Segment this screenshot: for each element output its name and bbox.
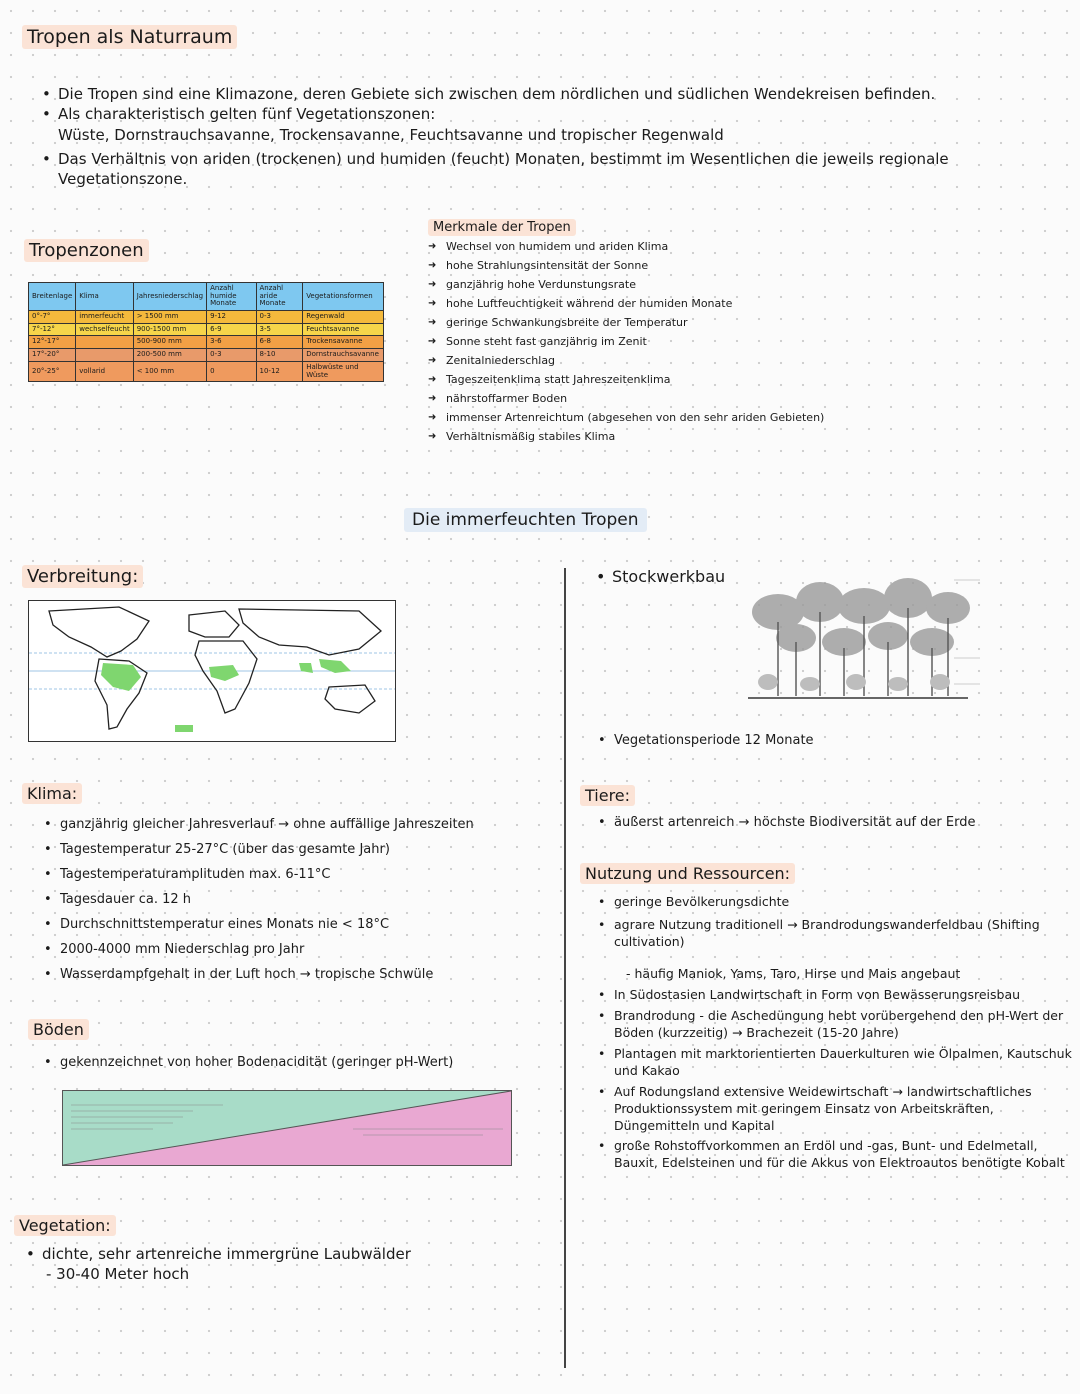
table-cell: Trockensavanne bbox=[303, 336, 384, 349]
vegetation-list bbox=[26, 1244, 526, 1285]
intro-section bbox=[42, 84, 1052, 189]
world-map-svg bbox=[29, 601, 395, 741]
table-header: Jahresniederschlag bbox=[133, 283, 206, 311]
table-cell: Dornstrauchsavanne bbox=[303, 349, 384, 362]
merkmal-item: ➜ hohe Luftfeuchtigkeit während der humiden Monate bbox=[428, 294, 948, 313]
merkmale-section bbox=[428, 220, 948, 446]
merkmal-item: ➜ immenser Artenreichtum (abgesehen von den sehr ariden Gebieten) bbox=[428, 408, 948, 427]
klima-item: • Wasserdampfgehalt in der Luft hoch → tropische Schwüle bbox=[44, 962, 544, 987]
vegetationsperiode: • Vegetationsperiode 12 Monate bbox=[598, 732, 814, 750]
table-cell: > 1500 mm bbox=[133, 311, 206, 324]
rainforest-congo bbox=[209, 665, 239, 681]
forest-svg bbox=[748, 572, 1044, 704]
table-cell: 900-1500 mm bbox=[133, 323, 206, 336]
intro-item: • Als charakteristisch gelten fünf Vegetationszonen: bbox=[42, 104, 1052, 124]
nutzung-list bbox=[598, 894, 1072, 1172]
table-cell: Regenwald bbox=[303, 311, 384, 324]
column-divider bbox=[564, 568, 566, 1368]
merkmale-heading: Merkmale der Tropen bbox=[428, 220, 948, 235]
table-cell: 0°-7° bbox=[29, 311, 76, 324]
vegetation-heading: Vegetation: bbox=[14, 1216, 116, 1235]
vegetation-item: • dichte, sehr artenreiche immergrüne Laubwälder bbox=[26, 1244, 526, 1264]
nutzung-item: • Auf Rodungsland extensive Weidewirtschaft → landwirtschaftliches Produktionssystem mit geringem Einsatz von Arbeitskräften, Düngemitteln und Kapital bbox=[598, 1084, 1072, 1135]
section-title: Die immerfeuchten Tropen bbox=[404, 510, 647, 530]
merkmal-item: ➜ hohe Strahlungsintensität der Sonne bbox=[428, 256, 948, 275]
merkmal-item: ➜ ganzjährig hohe Verdunstungsrate bbox=[428, 275, 948, 294]
klima-heading: Klima: bbox=[22, 784, 82, 803]
table-cell: 10-12 bbox=[256, 361, 303, 381]
table-cell: Feuchtsavanne bbox=[303, 323, 384, 336]
table-row bbox=[29, 311, 384, 324]
forest-layers-illustration bbox=[748, 572, 1044, 704]
table-cell: 6-8 bbox=[256, 336, 303, 349]
klima-item: • 2000-4000 mm Niederschlag pro Jahr bbox=[44, 937, 544, 962]
table-row bbox=[29, 336, 384, 349]
table-cell: 3-6 bbox=[207, 336, 256, 349]
merkmal-item: ➜ Zenitalniederschlag bbox=[428, 351, 948, 370]
rainforest-amazon bbox=[101, 663, 141, 691]
tiere-list bbox=[598, 814, 1068, 832]
table-cell: 20°-25° bbox=[29, 361, 76, 381]
table-header: Breitenlage bbox=[29, 283, 76, 311]
world-map bbox=[28, 600, 396, 742]
intro-item: • Das Verhältnis von ariden (trockenen) und humiden (feucht) Monaten, bestimmt im Wesentlichen die jeweils regionale Vegetationszone. bbox=[42, 149, 1052, 190]
klima-list bbox=[44, 812, 544, 987]
continent-north-america bbox=[49, 607, 149, 657]
table-cell: vollarid bbox=[76, 361, 133, 381]
table-header: Anzahl humide Monate bbox=[207, 283, 256, 311]
klima-item: • Tagestemperaturamplituden max. 6-11°C bbox=[44, 862, 544, 887]
nutzung-item: • geringe Bevölkerungsdichte bbox=[598, 894, 1072, 911]
boeden-list bbox=[44, 1054, 544, 1072]
klima-item: • ganzjährig gleicher Jahresverlauf → ohne auffällige Jahreszeiten bbox=[44, 812, 544, 837]
boeden-item: • gekennzeichnet von hoher Bodenacidität (geringer pH-Wert) bbox=[44, 1054, 544, 1072]
merkmal-item: ➜ Sonne steht fast ganzjährig im Zenit bbox=[428, 332, 948, 351]
nutzung-item: • Brandrodung - die Aschedüngung hebt vorübergehend den pH-Wert der Böden (kurzzeitig) → Brachezeit (15-20 Jahre) bbox=[598, 1008, 1072, 1042]
page-title: Tropen als Naturraum bbox=[22, 26, 237, 48]
merkmal-item: ➜ Verhältnismäßig stabiles Klima bbox=[428, 427, 948, 446]
continent-europe bbox=[189, 611, 239, 637]
table-header: Klima bbox=[76, 283, 133, 311]
nutzung-heading: Nutzung und Ressourcen: bbox=[580, 864, 795, 883]
soil-svg bbox=[63, 1091, 511, 1165]
merkmal-item: ➜ Tageszeitenklima statt Jahreszeitenklima bbox=[428, 370, 948, 389]
nutzung-item: • agrare Nutzung traditionell → Brandrodungswanderfeldbau (Shifting cultivation) bbox=[598, 917, 1072, 951]
table-cell: 0-3 bbox=[256, 311, 303, 324]
table-cell: 12°-17° bbox=[29, 336, 76, 349]
table-row bbox=[29, 361, 384, 381]
continent-asia bbox=[239, 609, 381, 655]
klima-item: • Tagesdauer ca. 12 h bbox=[44, 887, 544, 912]
table-cell: 9-12 bbox=[207, 311, 256, 324]
klima-item: • Durchschnittstemperatur eines Monats nie < 18°C bbox=[44, 912, 544, 937]
merkmal-item: ➜ geringe Schwankungsbreite der Temperatur bbox=[428, 313, 948, 332]
table-cell: 500-900 mm bbox=[133, 336, 206, 349]
klima-item: • Tagestemperatur 25-27°C (über das gesamte Jahr) bbox=[44, 837, 544, 862]
table-cell: Halbwüste und Wüste bbox=[303, 361, 384, 381]
tiere-item: • äußerst artenreich → höchste Biodiversität auf der Erde bbox=[598, 814, 1068, 832]
table-cell bbox=[76, 336, 133, 349]
table-cell bbox=[76, 349, 133, 362]
boeden-heading: Böden bbox=[28, 1020, 89, 1039]
vegetation-item: - 30-40 Meter hoch bbox=[46, 1265, 190, 1284]
nutzung-subitem: - häufig Maniok, Yams, Taro, Hirse und Mais angebaut bbox=[626, 965, 961, 981]
table-cell: wechselfeucht bbox=[76, 323, 133, 336]
table-cell: 6-9 bbox=[207, 323, 256, 336]
table-cell: 8-10 bbox=[256, 349, 303, 362]
soil-diagram bbox=[62, 1090, 512, 1166]
verbreitung-heading: Verbreitung: bbox=[22, 566, 143, 587]
table-header: Vegetationsformen bbox=[303, 283, 384, 311]
table-row bbox=[29, 349, 384, 362]
table-cell: 200-500 mm bbox=[133, 349, 206, 362]
stockwerkbau-heading: • Stockwerkbau bbox=[596, 566, 725, 588]
nutzung-item: • Plantagen mit marktorientierten Dauerkulturen wie Ölpalmen, Kautschuk und Kakao bbox=[598, 1046, 1072, 1080]
table-header: Anzahl aride Monate bbox=[256, 283, 303, 311]
table-cell: < 100 mm bbox=[133, 361, 206, 381]
table-row bbox=[29, 323, 384, 336]
tiere-heading: Tiere: bbox=[580, 786, 635, 805]
table-cell: 17°-20° bbox=[29, 349, 76, 362]
table-cell: 3-5 bbox=[256, 323, 303, 336]
merkmal-item: ➜ Wechsel von humidem und ariden Klima bbox=[428, 237, 948, 256]
table-cell: 0 bbox=[207, 361, 256, 381]
intro-item: • Die Tropen sind eine Klimazone, deren Gebiete sich zwischen dem nördlichen und südlichen Wendekreisen befinden. bbox=[42, 84, 1052, 104]
nutzung-item: • In Südostasien Landwirtschaft in Form von Bewässerungsreisbau bbox=[598, 987, 1072, 1004]
intro-zones: Wüste, Dornstrauchsavanne, Trockensavanne, Feuchtsavanne und tropischer Regenwald bbox=[58, 125, 724, 144]
tropenzonen-table bbox=[28, 282, 384, 382]
merkmal-item: ➜ nährstoffarmer Boden bbox=[428, 389, 948, 408]
legend-swatch bbox=[175, 725, 193, 732]
table-cell: immerfeucht bbox=[76, 311, 133, 324]
nutzung-item: • große Rohstoffvorkommen an Erdöl und -gas, Bunt- und Edelmetall, Bauxit, Edelsteinen und für die Akkus von Elektroautos benötigte Kobalt bbox=[598, 1138, 1072, 1172]
table-cell: 7°-12° bbox=[29, 323, 76, 336]
tropenzonen-heading: Tropenzonen bbox=[24, 240, 149, 261]
table-cell: 0-3 bbox=[207, 349, 256, 362]
